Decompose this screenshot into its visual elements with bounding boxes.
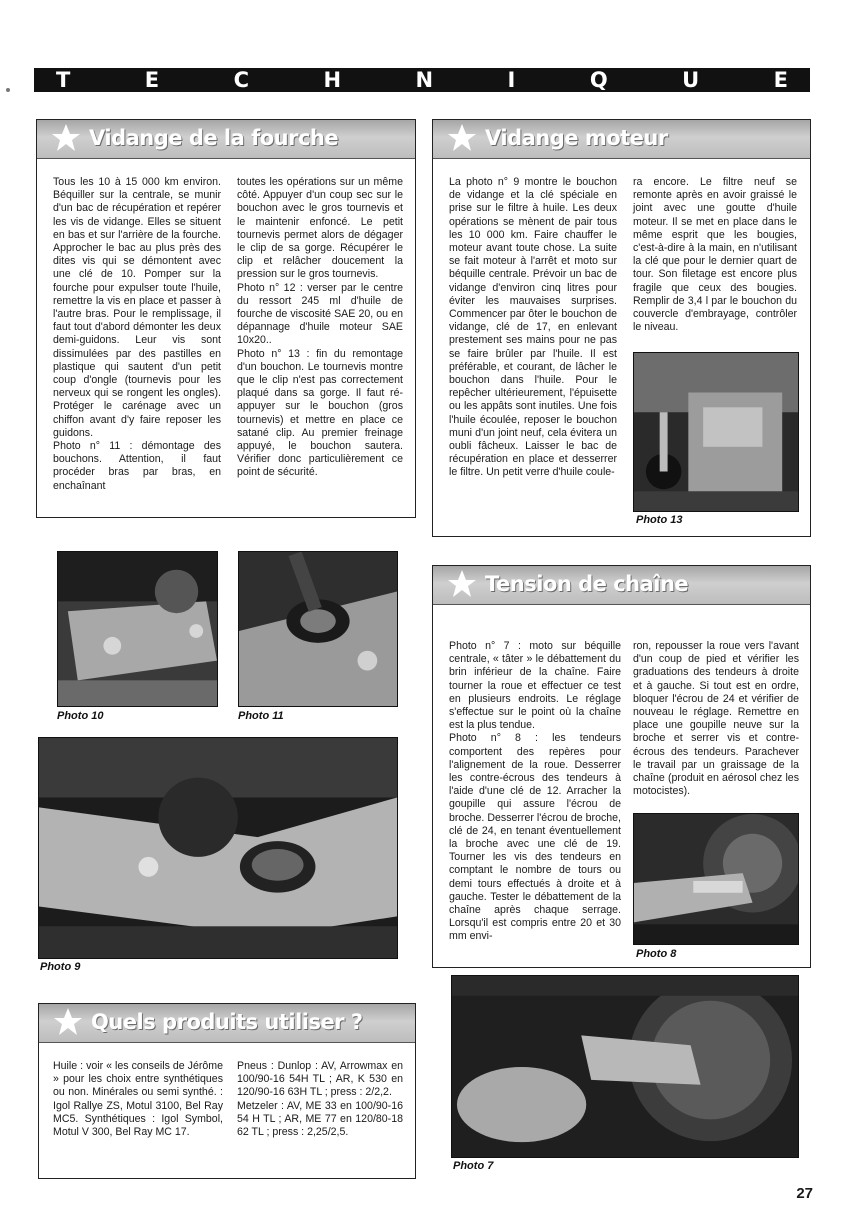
banner-letter: E	[144, 68, 160, 92]
photo-10-caption: Photo 10	[57, 710, 104, 722]
section-quels-produits	[38, 1003, 416, 1179]
moteur-text-col1: La photo n° 9 montre le bouchon de vidange et la clé spéciale en prise sur le filtre à huile. Les deux opérations se mènent de pair tous les 10 000 km. Faire chauffer le moteur avant toute chose. La suite se fait moteur à l'arrêt et moto sur béquille centrale. Prévoir un bac de vidange d'environ cinq litres pour éviter les mauvaises surprises. Commencer par ôter le bouchon de vidange, clé de 17, en enlevant prestement ses mains pour ne pas se faire brûler par l'huile. Il est préférable, et courant, de lâcher le bouchon dans l'huile. Pour le repêcher ultérieurement, l'épuisette ou les appâts sont inutiles. Une fois l'huile écoulée, reposer le bouchon muni d'un joint neuf, cela évitera un oubli fâcheux. Laisser le bac de récupération en place et desserrer le filtre. Un petit verre d'huile coule-	[449, 176, 617, 479]
star-icon	[51, 123, 81, 153]
section-vidange-fourche	[36, 119, 416, 518]
banner-letter: N	[415, 68, 434, 92]
banner-letter: U	[682, 68, 700, 92]
star-icon	[447, 569, 477, 599]
photo-11	[238, 551, 398, 707]
star-icon	[53, 1007, 83, 1037]
section-header	[433, 566, 810, 605]
section-header	[39, 1004, 415, 1043]
fourche-text-col2: toutes les opérations sur un même côté. Appuyer d'un coup sec sur le bouchon avec le gros tournevis et le maintenir enfoncé. Le petit tournevis permet alors de dégager le clip de sa gorge. Récupérer le clip et relâcher doucement la pression sur le gros tournevis. Photo n° 12 : verser par le centre du ressort 245 ml d'huile de fourche de viscosité SAE 20, ou en dépannage d'huile moteur SAE 10x20.. Photo n° 13 : fin du remontage d'un bouchon. Le tournevis montre que le clip n'est pas correctement plaqué dans sa gorge. Il faut ré-appuyer sur le bouchon (gros tournevis) et mettre en place ce satané clip. Au premier freinage appuyé, le bouchon sautera. Vérifier donc particulièrement ce point de sécurité.	[237, 176, 403, 479]
scan-dot	[6, 88, 10, 92]
section-title: Quels produits utiliser ?	[91, 1010, 363, 1034]
section-header	[433, 120, 810, 159]
photo-9	[38, 737, 398, 959]
chain-check-photo-image	[452, 976, 798, 1157]
photo-8	[633, 813, 799, 945]
banner-letter: E	[773, 68, 788, 92]
engine-photo-image	[634, 353, 798, 511]
photo-13-caption: Photo 13	[636, 514, 683, 526]
photo-11-caption: Photo 11	[238, 710, 284, 722]
page-number: 27	[796, 1185, 813, 1202]
photo-8-caption: Photo 8	[636, 948, 677, 960]
produits-text-col1: Huile : voir « les conseils de Jérôme » pour les choix entre synthétiques ou non. Minérales ou semi synthé. : Igol Rallye ZS, Motul 3100, Bel Ray MC5. Synthétiques : Igol Symbol, Motul V 300, Bel Ray MC 17.	[53, 1060, 223, 1139]
banner-letter: C	[233, 68, 250, 92]
section-title: Vidange moteur	[485, 126, 668, 150]
section-title: Vidange de la fourche	[89, 126, 339, 150]
star-icon	[447, 123, 477, 153]
triple-clamp-photo-image	[39, 738, 397, 958]
moteur-text-col2: ra encore. Le filtre neuf se remonte après en avoir graissé le joint avec une goutte d'huile moteur. Il se met en place dans le même esprit que les bougies, c'est-à-dire à la main, en n'utilisant la clé que pour le dernier quart de tour. Son filetage est encore plus fragile que ceux des bougies. Remplir de 3,4 l par le bouchon du couvercle d'embrayage, contrôler le niveau.	[633, 176, 797, 334]
chain-adjuster-photo-image	[634, 814, 798, 944]
section-title: Tension de chaîne	[485, 572, 689, 596]
technique-banner	[34, 68, 810, 92]
chaine-text-col2: ron, repousser la roue vers l'avant d'un coup de pied et vérifier les graduations des tendeurs à droite et à gauche. Si tout est en ordre, bloquer l'écrou de 24 et vérifier de nouveau le réglage. Remettre en place une goupille neuve sur la broche et serrer vis et contre-écrous des tendeurs. Parachever le travail par un graissage de la chaîne (produit en aérosol chez les motocistes).	[633, 640, 799, 798]
photo-13	[633, 352, 799, 512]
photo-9-caption: Photo 9	[40, 961, 81, 973]
fork-top-photo-image	[58, 552, 217, 706]
chaine-text-col1: Photo n° 7 : moto sur béquille centrale, « tâter » le débattement du brin inférieur de la chaîne. Faire tourner la roue et effectuer ce test en plusieurs endroits. Le réglage s'effectue sur le point où la chaîne est la plus tendue. Photo n° 8 : les tendeurs comportent des repères pour l'alignement de la roue. Desserrer les contre-écrous des tendeurs à l'aide d'une clé de 12. Arracher la goupille qui assure l'écrou de broche. Desserrer l'écrou de broche, clé de 24, en tenant éventuellement la broche avec une clé de 19. Tourner les vis des tendeurs en comptant le nombre de tours ou demi tours effectués à droite et à gauche. Tester le débattement de la chaîne après chaque serrage. Lorsqu'il est compris entre 20 et 30 mm envi-	[449, 640, 621, 943]
photo-7-caption: Photo 7	[453, 1160, 494, 1172]
produits-text-col2: Pneus : Dunlop : AV, Arrowmax en 100/90-16 54H TL ; AR, K 530 en 120/90-16 63H TL ; press : 2/2,2. Metzeler : AV, ME 33 en 100/90-16 54 H TL ; AR, ME 77 en 120/80-18 62 TL ; press : 2,25/2,5.	[237, 1060, 403, 1139]
banner-letter: Q	[589, 68, 608, 92]
photo-10	[57, 551, 218, 707]
banner-letter: H	[323, 68, 342, 92]
section-header	[37, 120, 415, 159]
photo-7	[451, 975, 799, 1158]
banner-letter: I	[507, 68, 516, 92]
fourche-text-col1: Tous les 10 à 15 000 km environ. Béquiller sur la centrale, se munir d'un bac de récupération et repérer les vis de vidange. Elles se situent en bas et sur l'arrière de la fourche. Approcher le bac au plus près des dites vis qui se démontent avec une clé de 10. Pomper sur la fourche pour expulser toute l'huile, remettre la vis en place et passer à l'autre bras. Pour le remplissage, il faut tout d'abord démonter les deux demi-guidons. Leur vis sont dissimulées par des pastilles en plastique qui sautent d'un petit coup d'ongle (tournevis pour les nerveux qui se rongent les ongles). Protéger le carénage avec un chiffon avant d'y faire reposer les guidons. Photo n° 11 : démontage des bouchons. Attention, il faut procéder bras par bras, en enchaînant	[53, 176, 221, 492]
cap-removal-photo-image	[239, 552, 397, 706]
banner-letter: T	[56, 68, 71, 92]
